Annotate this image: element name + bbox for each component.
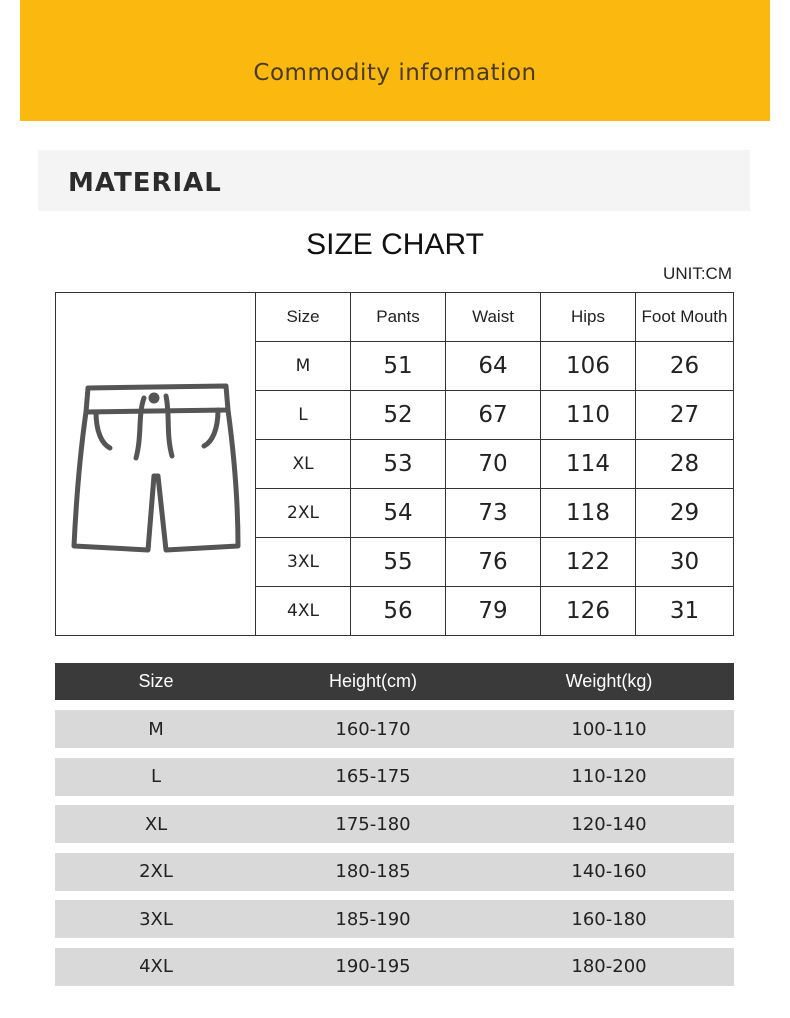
hw-height: 175-180 [335,813,411,835]
hw-height: 190-195 [335,956,411,977]
cell-waist: 67 [446,391,541,440]
cell-waist: 79 [446,587,541,636]
hw-weight: 140-160 [571,861,647,882]
table-row [55,853,734,891]
table-row [55,710,734,748]
cell-pants: 55 [351,538,446,587]
header-hips: Hips [541,293,636,342]
size-table-header-row [56,293,734,342]
cell-hips: 110 [541,391,636,440]
cell-pants: 56 [351,587,446,636]
shorts-outline-icon [66,374,246,554]
cell-foot: 26 [636,342,734,391]
cell-size: 2XL [256,489,351,538]
hw-weight: 110-120 [571,766,647,787]
cell-hips: 122 [541,538,636,587]
banner-title: Commodity information [253,59,537,86]
hw-height: 160-170 [335,718,411,740]
hw-header-height: Height(cm) [328,671,417,691]
material-section [38,150,750,211]
hw-header-row [55,663,734,700]
cell-hips: 114 [541,440,636,489]
cell-hips: 106 [541,342,636,391]
cell-hips: 118 [541,489,636,538]
header-size: Size [256,293,351,342]
cell-pants: 54 [351,489,446,538]
cell-pants: 51 [351,342,446,391]
header-waist: Waist [446,293,541,342]
cell-size: M [256,342,351,391]
hw-size: L [150,766,162,787]
cell-waist: 76 [446,538,541,587]
cell-pants: 52 [351,391,446,440]
hw-header-size: Size [138,671,174,691]
cell-size: XL [256,440,351,489]
cell-foot: 27 [636,391,734,440]
hw-size: 4XL [139,956,173,977]
hw-header-weight: Weight(kg) [565,671,653,691]
size-chart-title: SIZE CHART [306,228,484,261]
table-row [55,948,734,986]
shorts-image-cell [56,293,256,636]
table-row [55,758,734,796]
hw-size: M [148,718,164,740]
cell-waist: 70 [446,440,541,489]
cell-foot: 30 [636,538,734,587]
hw-weight: 100-110 [571,718,647,740]
header-banner [20,0,770,121]
hw-size: 3XL [139,908,173,930]
hw-size: XL [144,813,168,835]
table-row [55,805,734,843]
cell-size: 4XL [256,587,351,636]
cell-foot: 31 [636,587,734,636]
hw-weight: 180-200 [571,956,647,977]
cell-pants: 53 [351,440,446,489]
hw-weight: 120-140 [571,813,647,835]
cell-waist: 73 [446,489,541,538]
hw-height: 180-185 [335,861,411,882]
size-chart-table [55,292,734,636]
cell-size: L [256,391,351,440]
unit-label: UNIT:CM [663,264,732,283]
header-foot-mouth: Foot Mouth [636,293,734,342]
cell-hips: 126 [541,587,636,636]
cell-foot: 28 [636,440,734,489]
material-title: MATERIAL [68,167,222,198]
hw-weight: 160-180 [571,908,647,930]
cell-waist: 64 [446,342,541,391]
cell-size: 3XL [256,538,351,587]
hw-height: 185-190 [335,908,411,930]
table-row [55,900,734,938]
hw-size: 2XL [139,861,173,882]
hw-height: 165-175 [335,766,411,787]
height-weight-table [55,663,734,995]
cell-foot: 29 [636,489,734,538]
header-pants: Pants [351,293,446,342]
